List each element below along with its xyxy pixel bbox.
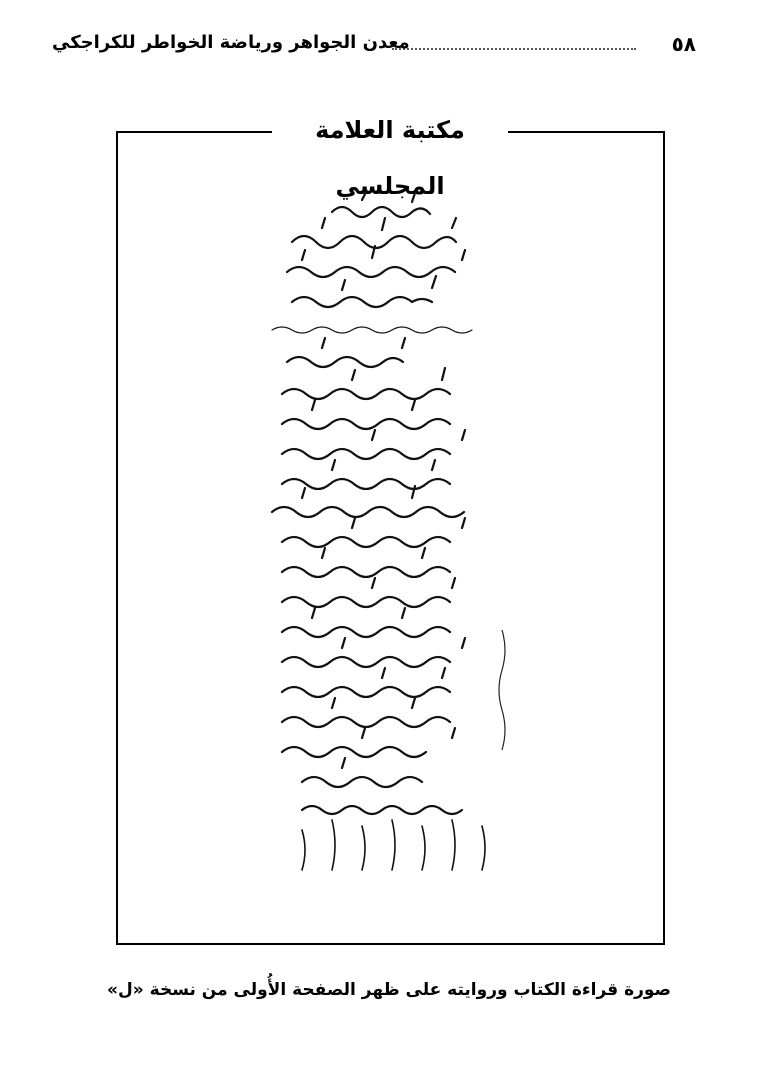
- running-header: [52, 32, 696, 62]
- header-dotted-leader: [392, 48, 636, 50]
- book-title: معدن الجواهر ورياضة الخواطر للكراجكي: [52, 32, 410, 53]
- library-stamp-text: مكتبة العلامة المجلسي: [315, 116, 465, 200]
- page-number: ٥٨: [671, 32, 696, 56]
- manuscript-image: [262, 190, 522, 890]
- handwriting-image: [262, 190, 522, 890]
- library-stamp: [272, 102, 508, 200]
- figure-caption: صورة قراءة الكتاب وروايته على ظهر الصفحة الأُولى من نسخة «ل»: [107, 980, 671, 1000]
